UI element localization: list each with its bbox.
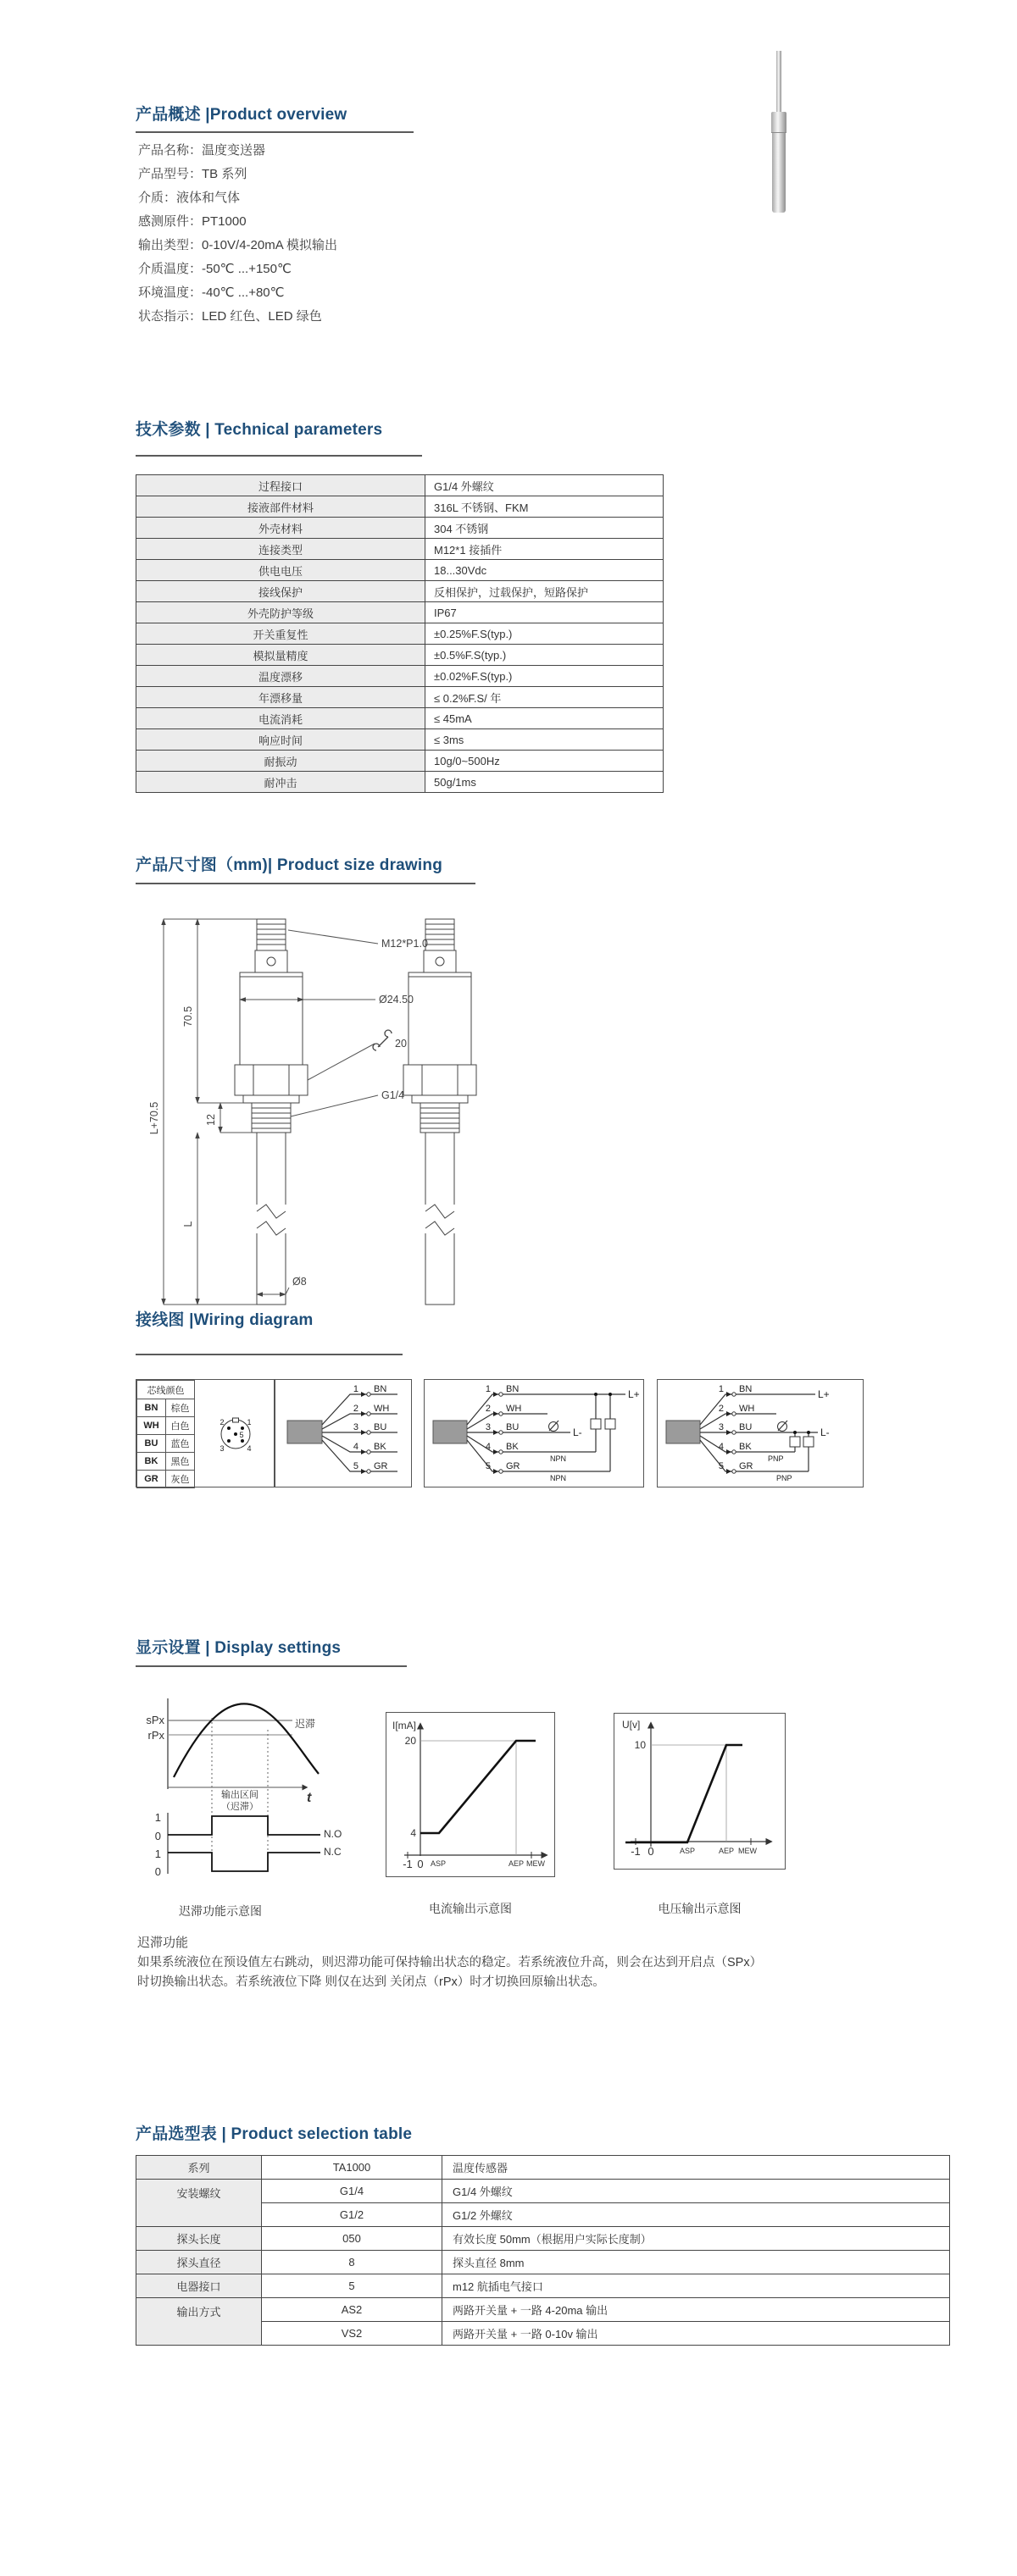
selection-desc: G1/2 外螺纹 (442, 2203, 950, 2227)
probe-diameter-label: Ø8 (292, 1276, 307, 1288)
table-row (136, 518, 664, 539)
table-row (136, 645, 664, 666)
selection-label: 系列 (136, 2156, 262, 2180)
overview-title: 产品概述 |Product overview (136, 106, 347, 124)
selection-label: 安装螺纹 (136, 2180, 262, 2227)
param-label: 耐冲击 (136, 772, 425, 793)
wire-number: 1 (485, 1384, 491, 1394)
param-label: 响应时间 (136, 729, 425, 751)
hysteresis-diagram (93, 1686, 347, 1897)
param-value: 10g/0~500Hz (425, 751, 664, 772)
wire-label: BN (506, 1384, 520, 1394)
table-row (136, 560, 664, 581)
probe-rod (776, 51, 781, 114)
wire-number: 1 (718, 1384, 724, 1394)
product-selection-table (136, 2155, 950, 2346)
param-label: 开关重复性 (136, 623, 425, 645)
y-axis-label: U[v] (622, 1719, 641, 1731)
wire-label: BN (374, 1384, 387, 1394)
overview-list (138, 139, 337, 329)
pin-label: 4 (247, 1444, 252, 1453)
wire-label: BU (739, 1422, 753, 1432)
x-tick: ASP (679, 1847, 696, 1855)
x-tick: MEW (738, 1847, 757, 1855)
pin-label: 2 (220, 1418, 225, 1426)
wire-color-name: 灰色 (166, 1471, 195, 1488)
param-value: ≤ 45mA (425, 708, 664, 729)
selection-code: AS2 (262, 2298, 442, 2322)
selection-code: 8 (262, 2251, 442, 2274)
selection-code: 5 (262, 2274, 442, 2298)
table-row (136, 2227, 950, 2251)
param-label: 供电电压 (136, 560, 425, 581)
wire-label: GR (374, 1461, 388, 1471)
wiring-diagram-plain (275, 1379, 412, 1487)
wire-number: 3 (485, 1422, 491, 1432)
level-label: 1 (154, 1848, 161, 1860)
selection-code: G1/4 (262, 2180, 442, 2203)
selection-desc: 两路开关量 + 一路 4-20ma 输出 (442, 2298, 950, 2322)
param-value: G1/4 外螺纹 (425, 475, 664, 496)
legend-header: 芯线颜色 (137, 1381, 195, 1399)
table-row (137, 1453, 195, 1471)
wire-number: 5 (485, 1461, 491, 1471)
normally-closed-label: N.C (324, 1846, 342, 1858)
wiring-diagram-npn (424, 1379, 644, 1487)
voltage-output-caption: 电压输出示意图 (658, 1902, 742, 1915)
wiring-diagram-pnp (657, 1379, 864, 1487)
pin-label: 1 (247, 1418, 252, 1426)
param-label: 外壳防护等级 (136, 602, 425, 623)
meter-icon (549, 1421, 559, 1432)
wire-label: WH (506, 1404, 522, 1414)
param-label: 接线保护 (136, 581, 425, 602)
wrench-size-label: 20 (395, 1038, 407, 1050)
wire-number: 1 (353, 1384, 358, 1394)
param-label: 模拟量精度 (136, 645, 425, 666)
table-row (136, 602, 664, 623)
overview-line: 产品名称：温度变送器 (138, 143, 266, 158)
resetpoint-label: rPx (147, 1729, 164, 1742)
y-max-tick: 10 (634, 1739, 646, 1751)
selection-label: 电器接口 (136, 2274, 262, 2298)
overview-line: 环境温度：-40℃ ...+80℃ (138, 285, 285, 300)
table-row (136, 2274, 950, 2298)
sensor-drawing-right (403, 919, 476, 1305)
tech-title: 技术参数 | Technical parameters (136, 421, 383, 439)
wire-number: 2 (353, 1404, 358, 1414)
size-title: 产品尺寸图（mm)| Product size drawing (136, 856, 442, 874)
table-row (136, 623, 664, 645)
wire-number: 3 (353, 1422, 358, 1432)
voltage-output-chart (614, 1713, 786, 1870)
wire-number: 4 (718, 1442, 724, 1452)
table-row (136, 708, 664, 729)
wire-number: 4 (485, 1442, 491, 1452)
selection-code: 050 (262, 2227, 442, 2251)
param-label: 外壳材料 (136, 518, 425, 539)
level-label: 1 (154, 1811, 161, 1824)
table-row (136, 475, 664, 496)
selection-desc: 有效长度 50mm（根据用户实际长度制） (442, 2227, 950, 2251)
size-drawing (136, 898, 610, 1321)
table-row (137, 1399, 195, 1417)
param-value: ±0.25%F.S(typ.) (425, 623, 664, 645)
dim-probe-label: L (182, 1221, 194, 1227)
wire-label: BN (739, 1384, 753, 1394)
selection-desc: 探头直径 8mm (442, 2251, 950, 2274)
product-photo (763, 49, 814, 219)
param-label: 接液部件材料 (136, 496, 425, 518)
m12-pinout-icon (195, 1380, 274, 1487)
dim-washer-label: 12 (205, 1114, 217, 1126)
display-title: 显示设置 | Display settings (136, 1639, 342, 1657)
y-max-tick: 20 (404, 1735, 416, 1747)
selection-code: VS2 (262, 2322, 442, 2346)
wire-code: BU (137, 1435, 166, 1453)
param-label: 温度漂移 (136, 666, 425, 687)
x-tick: -1 (403, 1858, 413, 1870)
overview-underline (136, 131, 414, 133)
wire-label: BK (374, 1442, 386, 1452)
table-row (136, 687, 664, 708)
table-row (136, 729, 664, 751)
selection-title: 产品选型表 | Product selection table (136, 2125, 413, 2143)
param-value: 50g/1ms (425, 772, 664, 793)
param-label: 连接类型 (136, 539, 425, 560)
table-row (137, 1381, 195, 1399)
output-range-label: 输出区间 (221, 1790, 258, 1800)
current-output-chart (386, 1712, 555, 1877)
selection-desc: G1/4 外螺纹 (442, 2180, 950, 2203)
overview-line: 介质：液体和气体 (138, 191, 241, 205)
wire-color-name: 棕色 (166, 1399, 195, 1417)
m12-label: M12*P1.0 (381, 938, 428, 950)
supply-minus-label: L- (573, 1426, 582, 1438)
param-value: ±0.5%F.S(typ.) (425, 645, 664, 666)
param-label: 耐振动 (136, 751, 425, 772)
param-value: IP67 (425, 602, 664, 623)
wiring-title: 接线图 |Wiring diagram (136, 1311, 314, 1329)
overview-line: 介质温度：-50℃ ...+150℃ (138, 262, 292, 276)
wire-label: WH (374, 1404, 390, 1414)
hysteresis-note-title: 迟滞功能 (137, 1936, 189, 1950)
probe-cap (771, 112, 786, 133)
table-row (136, 539, 664, 560)
table-row (136, 2251, 950, 2274)
supply-plus-label: L+ (628, 1388, 640, 1400)
meter-icon (778, 1421, 788, 1432)
wire-label: BK (739, 1442, 752, 1452)
display-underline (136, 1665, 407, 1667)
tech-underline (136, 455, 422, 457)
param-label: 电流消耗 (136, 708, 425, 729)
wire-number: 4 (353, 1442, 358, 1452)
wire-number: 2 (485, 1404, 491, 1414)
npn-label: NPN (550, 1454, 567, 1463)
selection-desc: m12 航插电气接口 (442, 2274, 950, 2298)
x-tick: ASP (430, 1859, 447, 1868)
x-tick: AEP (508, 1859, 525, 1868)
y-min-tick: 4 (410, 1827, 416, 1839)
time-axis-label: t (307, 1791, 312, 1805)
table-row (137, 1471, 195, 1488)
wire-color-legend (136, 1380, 195, 1488)
level-label: 0 (154, 1830, 161, 1842)
x-tick: 0 (647, 1845, 654, 1858)
x-tick: -1 (631, 1845, 641, 1858)
pnp-label: PNP (768, 1454, 784, 1463)
wire-code: WH (137, 1417, 166, 1435)
overview-line: 状态指示：LED 红色、LED 绿色 (138, 309, 322, 324)
thread-label: G1/4 (381, 1089, 405, 1101)
wire-number: 5 (353, 1461, 358, 1471)
param-label: 年漂移量 (136, 687, 425, 708)
wire-label: BU (374, 1422, 387, 1432)
tech-params-table (136, 474, 664, 793)
wire-code: GR (137, 1471, 166, 1488)
sensor-drawing-left (235, 919, 308, 1305)
selection-code: TA1000 (262, 2156, 442, 2180)
selection-code: G1/2 (262, 2203, 442, 2227)
table-row (136, 772, 664, 793)
pin-label: 5 (239, 1431, 244, 1439)
table-row (136, 2156, 950, 2180)
wrench-icon (373, 1030, 392, 1050)
x-tick: MEW (526, 1859, 545, 1868)
param-value: 反相保护，过载保护，短路保护 (425, 581, 664, 602)
output-range-label2: （迟滞） (221, 1802, 258, 1812)
wiring-underline (136, 1354, 403, 1355)
wire-color-name: 黑色 (166, 1453, 195, 1471)
param-value: ≤ 3ms (425, 729, 664, 751)
hysteresis-note-line: 时切换输出状态。若系统液位下降 则仅在达到 关闭点（rPx）时才切换回原输出状态。 (137, 1975, 605, 1989)
param-value: 316L 不锈钢、FKM (425, 496, 664, 518)
table-row (136, 581, 664, 602)
probe-tube (772, 133, 786, 213)
normally-open-label: N.O (324, 1828, 342, 1840)
table-row (136, 496, 664, 518)
param-value: 18...30Vdc (425, 560, 664, 581)
dim-total-label: L+70.5 (148, 1101, 160, 1135)
wire-number: 3 (718, 1422, 724, 1432)
wire-label: BU (506, 1422, 520, 1432)
wire-color-box (136, 1379, 275, 1487)
table-row (136, 666, 664, 687)
body-diameter-label: Ø24.50 (379, 994, 414, 1005)
level-label: 0 (154, 1865, 161, 1878)
size-underline (136, 883, 475, 884)
x-tick: 0 (417, 1858, 424, 1870)
wire-label: WH (739, 1404, 755, 1414)
param-value: ≤ 0.2%F.S/ 年 (425, 687, 664, 708)
wire-color-name: 蓝色 (166, 1435, 195, 1453)
selection-desc: 温度传感器 (442, 2156, 950, 2180)
pin-label: 3 (220, 1444, 225, 1453)
hysteresis-label: 迟滞 (295, 1718, 316, 1730)
overview-line: 输出类型：0-10V/4-20mA 模拟输出 (138, 238, 338, 252)
wire-color-name: 白色 (166, 1417, 195, 1435)
y-axis-label: I[mA] (392, 1720, 417, 1731)
table-row (136, 2180, 950, 2203)
overview-line: 感测原件：PT1000 (138, 214, 247, 229)
param-value: 304 不锈钢 (425, 518, 664, 539)
wire-label: BK (506, 1442, 519, 1452)
setpoint-label: sPx (146, 1714, 164, 1726)
dim-head-label: 70.5 (182, 1005, 194, 1028)
hysteresis-note-line: 如果系统液位在预设值左右跳动，则迟滞功能可保持输出状态的稳定。若系统液位升高，则会在达到开启点（SPx） (137, 1956, 763, 1969)
table-row (137, 1417, 195, 1435)
pnp-label: PNP (776, 1474, 792, 1482)
wire-number: 5 (718, 1461, 724, 1471)
hysteresis-caption: 迟滞功能示意图 (179, 1904, 262, 1918)
supply-minus-label: L- (820, 1426, 830, 1438)
supply-plus-label: L+ (818, 1388, 830, 1400)
wire-number: 2 (718, 1404, 724, 1414)
wire-label: GR (506, 1461, 520, 1471)
table-row (137, 1435, 195, 1453)
wire-code: BN (137, 1399, 166, 1417)
param-label: 过程接口 (136, 475, 425, 496)
overview-line: 产品型号：TB 系列 (138, 167, 247, 181)
wire-code: BK (137, 1453, 166, 1471)
selection-desc: 两路开关量 + 一路 0-10v 输出 (442, 2322, 950, 2346)
param-value: M12*1 接插件 (425, 539, 664, 560)
table-row (136, 2298, 950, 2322)
x-tick: AEP (718, 1847, 735, 1855)
selection-label: 输出方式 (136, 2298, 262, 2346)
current-output-caption: 电流输出示意图 (429, 1902, 512, 1915)
selection-label: 探头直径 (136, 2251, 262, 2274)
param-value: ±0.02%F.S(typ.) (425, 666, 664, 687)
npn-label: NPN (550, 1474, 567, 1482)
selection-label: 探头长度 (136, 2227, 262, 2251)
wire-label: GR (739, 1461, 753, 1471)
table-row (136, 751, 664, 772)
